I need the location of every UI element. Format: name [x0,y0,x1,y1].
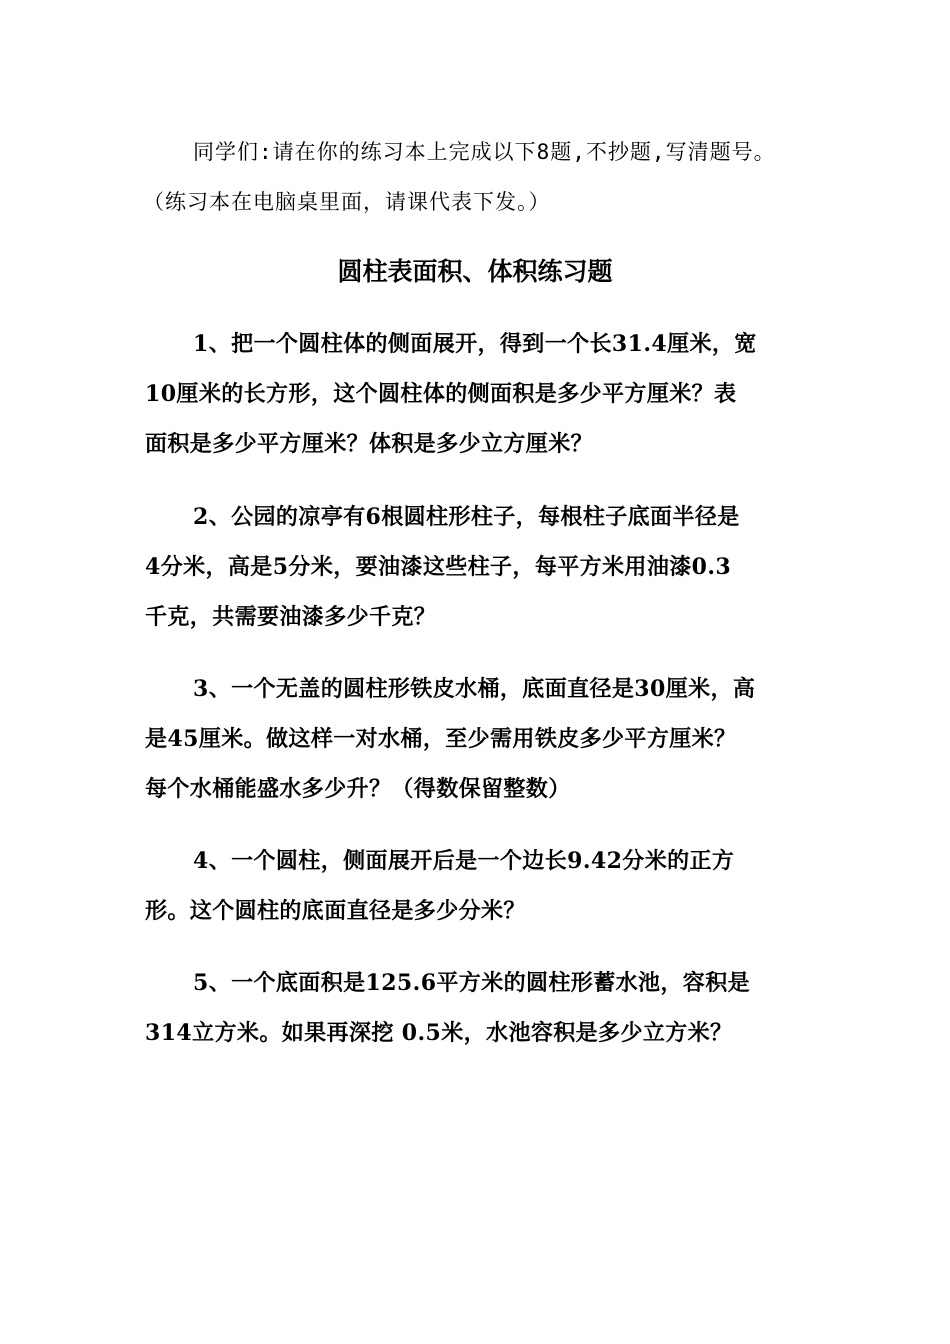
question-4-line-1: 4、一个圆柱，侧面展开后是一个边长9.42分米的正方 [193,848,735,874]
question-3-line-1: 3、一个无盖的圆柱形铁皮水桶，底面直径是30厘米，高 [193,676,756,702]
question-1-line-3: 面积是多少平方厘米？体积是多少立方厘米？ [145,431,594,457]
question-2-line-1: 2、公园的凉亭有6根圆柱形柱子，每根柱子底面半径是 [193,504,740,530]
question-5-line-1: 5、一个底面积是125.6平方米的圆柱形蓄水池，容积是 [193,970,750,996]
question-3-line-2: 是45厘米。做这样一对水桶，至少需用铁皮多少平方厘米？ [145,726,737,752]
question-1-line-1: 1、把一个圆柱体的侧面展开，得到一个长31.4厘米，宽 [193,331,757,357]
question-4-line-2: 形。这个圆柱的底面直径是多少分米？ [145,898,526,924]
question-2-line-2: 4分米，高是5分米，要油漆这些柱子，每平方米用油漆0.3 [145,554,732,580]
question-1-line-2: 10厘米的长方形，这个圆柱体的侧面积是多少平方厘米？表 [145,381,737,407]
notice-line-2: （练习本在电脑桌里面，请课代表下发。） [143,190,551,214]
notice-line-1: 同学们:请在你的练习本上完成以下8题,不抄题,写清题号。 [193,140,776,164]
question-3-line-3: 每个水桶能盛水多少升？（得数保留整数） [145,776,571,802]
question-2-line-3: 千克，共需要油漆多少千克？ [145,604,437,630]
question-5-line-2: 314立方米。如果再深挖 0.5米，水池容积是多少立方米？ [145,1020,733,1046]
worksheet-title: 圆柱表面积、体积练习题 [337,257,613,286]
